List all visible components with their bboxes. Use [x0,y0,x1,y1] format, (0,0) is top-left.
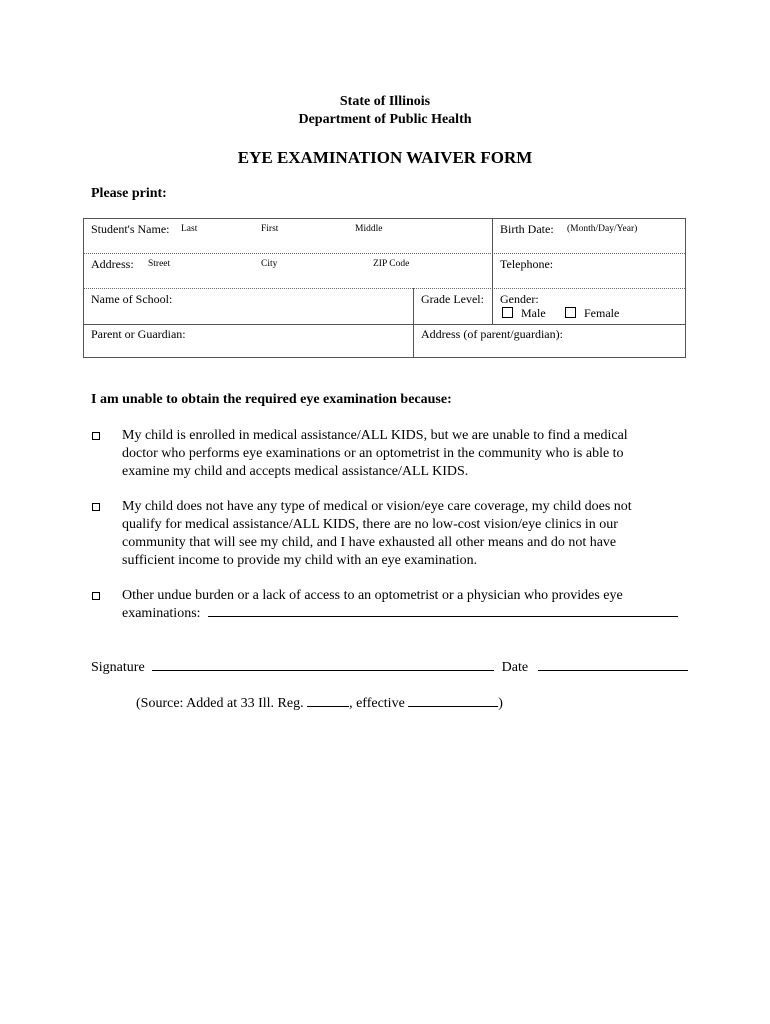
signature-label: Signature [91,660,145,675]
birth-date-format: (Month/Day/Year) [567,224,638,234]
guardian-address-label: Address (of parent/guardian): [421,327,563,341]
reason-line: Other undue burden or a lack of access to an optometrist or a physician who provides eye [122,588,623,603]
reason-line: doctor who performs eye examinations or an optometrist in the community who is able to [122,446,624,461]
date-blank[interactable] [538,670,688,671]
zip-code-sublabel: ZIP Code [373,259,410,269]
first-name-sublabel: First [261,224,279,234]
reason-option-medical-assistance[interactable] [83,427,693,481]
reason-checkbox[interactable] [92,592,100,600]
signature-line [91,660,688,676]
student-info-table [83,218,686,358]
reason-line: examinations: [122,606,201,621]
signature-blank[interactable] [152,670,494,671]
date-label: Date [501,660,529,675]
state-name: State of Illinois [339,94,431,109]
column-divider [492,288,493,324]
grade-level-label: Grade Level: [421,292,484,306]
telephone-label: Telephone: [500,257,554,271]
school-name-label: Name of School: [91,292,173,306]
reason-option-no-coverage[interactable] [83,498,693,570]
middle-name-sublabel: Middle [355,224,383,234]
column-divider [492,219,493,288]
male-checkbox[interactable] [502,307,513,318]
row-divider [84,324,685,325]
gender-label: Gender: [500,292,539,306]
register-number-blank[interactable] [307,706,349,707]
effective-date-blank[interactable] [408,706,498,707]
row-divider [84,288,685,289]
reasons-heading: I am unable to obtain the required eye examination because: [91,392,452,407]
reason-line: examine my child and accepts medical assistance/ALL KIDS. [122,464,469,479]
source-citation [136,696,503,712]
reason-checkbox[interactable] [92,503,100,511]
column-divider [413,288,414,358]
street-sublabel: Street [148,259,171,269]
last-name-sublabel: Last [181,224,198,234]
source-suffix: ) [498,696,503,711]
other-reason-blank[interactable] [208,616,678,617]
female-label: Female [584,306,620,320]
reason-line: community that will see my child, and I have exhausted all other means and do not have [122,535,617,550]
reason-text [122,587,697,623]
male-label: Male [521,306,546,320]
reason-option-other[interactable] [83,587,693,625]
reason-line: My child does not have any type of medical or vision/eye care coverage, my child does not [122,499,632,514]
reason-line: My child is enrolled in medical assistance/ALL KIDS, but we are unable to find a medical [122,428,628,443]
student-name-label: Student's Name: [91,222,170,236]
female-checkbox[interactable] [565,307,576,318]
source-prefix: (Source: Added at 33 Ill. Reg. [136,696,304,711]
birth-date-label: Birth Date: [500,222,554,236]
reason-line: sufficient income to provide my child with an eye examination. [122,553,478,568]
row-divider [84,253,685,254]
address-label: Address: [91,257,134,271]
reason-text [122,427,697,481]
guardian-label: Parent or Guardian: [91,327,186,341]
reason-text [122,498,697,570]
reason-line: qualify for medical assistance/ALL KIDS, there are no low-cost vision/eye clinics in our [122,517,618,532]
source-effective: , effective [349,696,405,711]
please-print-instruction: Please print: [91,186,167,201]
reason-checkbox[interactable] [92,432,100,440]
city-sublabel: City [261,259,278,269]
form-title: EYE EXAMINATION WAIVER FORM [237,148,533,167]
department-name: Department of Public Health [298,112,472,127]
